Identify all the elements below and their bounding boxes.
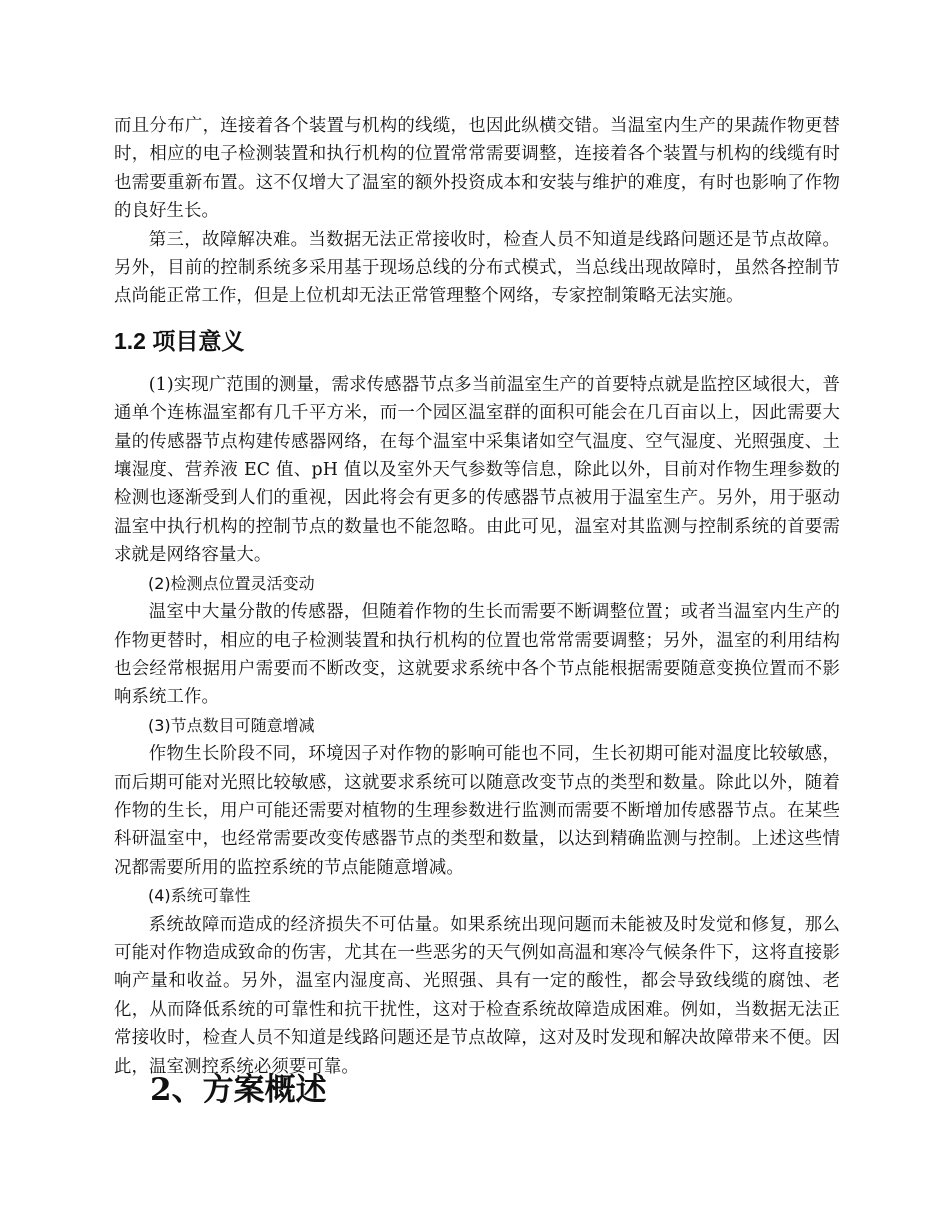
section-heading-project-significance: 1.2 项目意义 xyxy=(114,327,245,354)
paragraph-flexible-position: 温室中大量分散的传感器，但随着作物的生长而需要不断调整位置；或者当温室内生产的作物更替时，相应的电子检测装置和执行机构的位置也常常需要调整；另外，温室的利用结构也会经常根据用户需要而不断改变，这就要求系统中各个节点能根据需要随意变换位置而不影响系统工作。 xyxy=(114,602,840,708)
item-title-flexible-position: (2)检测点位置灵活变动 xyxy=(148,573,315,593)
paragraph-reliability: 系统故障而造成的经济损失不可估量。如果系统出现问题而未能被及时发觉和修复，那么可能对作物造成致命的伤害，尤其在一些恶劣的天气例如高温和寒冷气候条件下，这将直接影响产量和收益。另外，温室内湿度高、光照强、具有一定的酸性，都会导致线缆的腐蚀、老化，从而降低系统的可靠性和抗干扰性，这对于检查系统故障造成困难。例如，当数据无法正常接收时，检查人员不知道是线路问题还是节点故障，这对及时发现和解决故障带来不便。因此，温室测控系统必须要可靠。 xyxy=(114,914,840,1077)
paragraph-cable-layout: 而且分布广，连接着各个装置与机构的线缆，也因此纵横交错。当温室内生产的果蔬作物更替时，相应的电子检测装置和执行机构的位置常常需要调整，连接着各个装置与机构的线缆有时也需要重新布置。这不仅增大了温室的额外投资成本和安装与维护的难度，有时也影响了作物的良好生长。 xyxy=(114,116,840,222)
paragraph-wide-range-measurement: (1)实现广范围的测量，需求传感器节点多当前温室生产的首要特点就是监控区域很大，普通单个连栋温室都有几千平方米，而一个园区温室群的面积可能会在几百亩以上，因此需要大量的传感器节点构建传感器网络，在每个温室中采集诸如空气温度、空气湿度、光照强度、土壤湿度、营养液 EC 值、pH 值以及室外天气参数等信息，除此以外，目前对作物生理参数的检测也逐渐受到人们的重视，因此将会有更多的传感器节点被用于温室生产。另外，用于驱动温室中执行机构的控制节点的数量也不能忽略。由此可见，温室对其监测与控制系统的首要需求就是网络容量大。 xyxy=(114,374,840,566)
paragraph-fault-resolution: 第三，故障解决难。当数据无法正常接收时，检查人员不知道是线路问题还是节点故障。另外，目前的控制系统多采用基于现场总线的分布式模式，当总线出现故障时，虽然各控制节点尚能正常工作，但是上位机却无法正常管理整个网络，专家控制策略无法实施。 xyxy=(114,229,840,307)
item-title-node-count: (3)节点数目可随意增减 xyxy=(148,715,315,735)
paragraph-node-count: 作物生长阶段不同，环境因子对作物的影响可能也不同，生长初期可能对温度比较敏感，而后期可能对光照比较敏感，这就要求系统可以随意改变节点的类型和数量。除此以外，随着作物的生长，用户可能还需要对植物的生理参数进行监测而需要不断增加传感器节点。在某些科研温室中，也经常需要改变传感器节点的类型和数量，以达到精确监测与控制。上述这些情况都需要所用的监控系统的节点能随意增减。 xyxy=(114,744,840,878)
item-title-reliability: (4)系统可靠性 xyxy=(148,886,251,906)
document-body xyxy=(114,112,840,1081)
chapter-heading-solution-overview: 2、方案概述 xyxy=(150,1072,327,1108)
